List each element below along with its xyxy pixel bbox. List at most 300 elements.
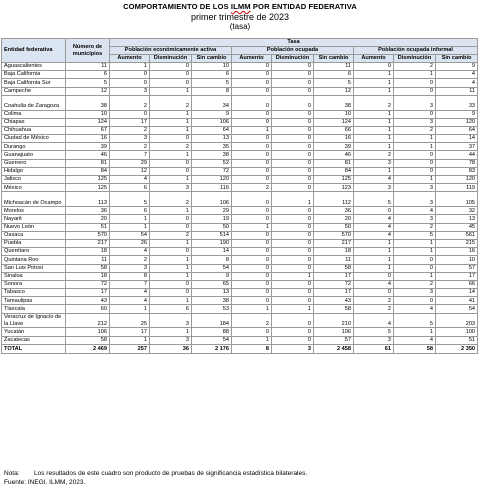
rate-cell: 0 — [232, 231, 272, 239]
rate-cell: 1 — [394, 328, 436, 336]
report-subtitle: primer trimestre de 2023 — [190, 12, 290, 22]
table-row — [2, 95, 478, 110]
rate-cell: 119 — [436, 184, 478, 192]
rate-cell: 9 — [436, 110, 478, 118]
footnote — [4, 470, 474, 477]
rate-cell: 1 — [150, 272, 192, 280]
rate-cell: 29 — [192, 207, 232, 215]
municipios-count: 124 — [66, 118, 110, 126]
rate-cell: 37 — [436, 143, 478, 151]
rate-cell: 0 — [394, 79, 436, 87]
rate-cell: 10 — [436, 256, 478, 264]
rate-cell: 1 — [110, 305, 150, 313]
rate-cell: 72 — [192, 167, 232, 175]
municipios-count: 113 — [66, 192, 110, 207]
header-aumento: Aumento — [110, 55, 150, 63]
rate-cell: 3 — [150, 313, 192, 328]
rate-cell: 2 — [354, 151, 394, 159]
rate-cell: 0 — [232, 159, 272, 167]
municipios-count: 18 — [66, 272, 110, 280]
entity-name: Oaxaca — [2, 231, 66, 239]
rate-cell: 58 — [314, 305, 354, 313]
rate-cell: 0 — [110, 79, 150, 87]
rate-cell: 10 — [314, 110, 354, 118]
rate-cell: 34 — [192, 95, 232, 110]
rate-cell: 54 — [110, 231, 150, 239]
rate-cell: 36 — [314, 207, 354, 215]
rate-cell: 57 — [436, 264, 478, 272]
rate-cell: 0 — [394, 159, 436, 167]
rate-cell: 3 — [394, 215, 436, 223]
municipios-count: 58 — [66, 264, 110, 272]
rate-cell: 217 — [314, 239, 354, 247]
report-title: COMPORTAMIENTO DE LOS ILMM POR ENTIDAD FEDERATIVA — [123, 2, 357, 11]
rate-cell: 106 — [314, 328, 354, 336]
rate-cell: 0 — [150, 167, 192, 175]
entity-name: Morelos — [2, 207, 66, 215]
municipios-count: 38 — [66, 95, 110, 110]
rate-cell: 0 — [394, 167, 436, 175]
rate-cell: 5 — [394, 231, 436, 239]
rate-cell: 1 — [272, 305, 314, 313]
rate-cell: 0 — [232, 215, 272, 223]
rate-cell: 123 — [314, 184, 354, 192]
rate-cell: 3 — [394, 192, 436, 207]
header-sin-cambio: Sin cambio — [314, 55, 354, 63]
municipios-count: 125 — [66, 184, 110, 192]
rate-cell: 3 — [110, 87, 150, 95]
rate-cell: 1 — [232, 336, 272, 344]
rate-cell: 0 — [272, 95, 314, 110]
table-row — [2, 336, 478, 344]
footnote-label: Nota: — [4, 470, 20, 477]
rate-cell: 0 — [272, 184, 314, 192]
rate-cell: 0 — [272, 126, 314, 134]
entity-name: TOTAL — [2, 344, 66, 353]
entity-name: Veracruz de Ignacio de la Llave — [2, 313, 66, 328]
municipios-count: 67 — [66, 126, 110, 134]
rate-cell: 0 — [272, 87, 314, 95]
rate-cell: 112 — [314, 192, 354, 207]
rate-cell: 14 — [192, 248, 232, 256]
table-row — [2, 305, 478, 313]
rate-cell: 5 — [192, 79, 232, 87]
rate-cell: 8 — [110, 272, 150, 280]
rate-cell: 9 — [436, 63, 478, 71]
rate-cell: 561 — [436, 231, 478, 239]
rate-cell: 50 — [314, 223, 354, 231]
entity-name: San Luis Potosí — [2, 264, 66, 272]
rate-cell: 9 — [192, 272, 232, 280]
rate-cell: 2 — [354, 95, 394, 110]
table-row — [2, 151, 478, 159]
rate-cell: 1 — [354, 71, 394, 79]
rate-cell: 0 — [232, 87, 272, 95]
table-row — [2, 231, 478, 239]
rate-cell: 1 — [354, 264, 394, 272]
municipios-count: 17 — [66, 289, 110, 297]
rate-cell: 1 — [354, 87, 394, 95]
entity-name: Sinaloa — [2, 272, 66, 280]
table-row — [2, 256, 478, 264]
rate-cell: 1 — [150, 239, 192, 247]
rate-cell: 0 — [232, 151, 272, 159]
rate-cell: 2 — [110, 126, 150, 134]
rate-cell: 4 — [354, 176, 394, 184]
entity-name: Quintana Roo — [2, 256, 66, 264]
rate-cell: 8 — [192, 256, 232, 264]
rate-cell: 1 — [394, 272, 436, 280]
rate-cell: 4 — [354, 215, 394, 223]
rate-cell: 38 — [192, 297, 232, 305]
municipios-count: 39 — [66, 143, 110, 151]
rate-cell: 0 — [272, 159, 314, 167]
rate-cell: 8 — [232, 344, 272, 353]
rate-cell: 72 — [314, 280, 354, 288]
rate-cell: 41 — [436, 297, 478, 305]
rate-cell: 120 — [192, 176, 232, 184]
rate-cell: 53 — [192, 305, 232, 313]
rate-cell: 1 — [354, 256, 394, 264]
table-row — [2, 313, 478, 328]
rate-cell: 11 — [436, 87, 478, 95]
total-row — [2, 344, 478, 353]
rate-cell: 4 — [394, 305, 436, 313]
rate-cell: 0 — [232, 167, 272, 175]
rate-cell: 1 — [394, 71, 436, 79]
entity-name: Tabasco — [2, 289, 66, 297]
rate-cell: 0 — [232, 256, 272, 264]
table-row — [2, 63, 478, 71]
rate-cell: 0 — [394, 110, 436, 118]
table-row — [2, 280, 478, 288]
rate-cell: 4 — [394, 336, 436, 344]
rate-cell: 6 — [192, 71, 232, 79]
rate-cell: 0 — [272, 167, 314, 175]
rate-cell: 13 — [436, 215, 478, 223]
rate-cell: 1 — [232, 223, 272, 231]
municipios-count: 72 — [66, 280, 110, 288]
entity-name: Yucatán — [2, 328, 66, 336]
table-row — [2, 184, 478, 192]
rate-cell: 0 — [232, 192, 272, 207]
municipios-count: 43 — [66, 297, 110, 305]
rate-cell: 0 — [150, 215, 192, 223]
entity-name: Zacatecas — [2, 336, 66, 344]
municipios-count: 212 — [66, 313, 110, 328]
rate-cell: 32 — [436, 207, 478, 215]
rate-cell: 1 — [150, 176, 192, 184]
rate-cell: 17 — [110, 118, 150, 126]
rate-cell: 2 — [232, 184, 272, 192]
rate-cell: 1 — [232, 126, 272, 134]
entity-name: Nayarit — [2, 215, 66, 223]
rate-cell: 3 — [272, 344, 314, 353]
rate-cell: 0 — [272, 239, 314, 247]
rate-cell: 5 — [314, 79, 354, 87]
rate-cell: 81 — [314, 159, 354, 167]
rate-cell: 1 — [354, 118, 394, 126]
rate-cell: 4 — [354, 231, 394, 239]
table-row — [2, 87, 478, 95]
rate-cell: 0 — [354, 63, 394, 71]
table-row — [2, 167, 478, 175]
municipios-count: 46 — [66, 151, 110, 159]
rate-cell: 25 — [110, 313, 150, 328]
entity-name: Aguascalientes — [2, 63, 66, 71]
rate-cell: 20 — [314, 215, 354, 223]
header-aumento: Aumento — [354, 55, 394, 63]
rate-cell: 2 — [394, 280, 436, 288]
rate-cell: 57 — [314, 336, 354, 344]
rate-cell: 190 — [192, 239, 232, 247]
header-disminucion: Disminución — [150, 55, 192, 63]
rate-cell: 66 — [436, 280, 478, 288]
rate-cell: 2 — [354, 297, 394, 305]
table-row — [2, 248, 478, 256]
rate-cell: 0 — [232, 135, 272, 143]
rate-cell: 17 — [314, 289, 354, 297]
rate-cell: 0 — [232, 118, 272, 126]
rate-cell: 0 — [150, 223, 192, 231]
municipios-count: 11 — [66, 63, 110, 71]
rate-cell: 1 — [110, 215, 150, 223]
header-sin-cambio: Sin cambio — [192, 55, 232, 63]
rate-cell: 4 — [110, 297, 150, 305]
source-line: Fuente: INEGI. ILMM, 2023. — [4, 479, 86, 486]
rate-cell: 0 — [232, 248, 272, 256]
rate-cell: 5 — [394, 313, 436, 328]
rate-cell: 2 — [150, 231, 192, 239]
rate-cell: 44 — [436, 151, 478, 159]
rate-cell: 0 — [150, 71, 192, 79]
header-pea: Población económicamente activa — [110, 47, 232, 55]
table-row — [2, 110, 478, 118]
rate-cell: 1 — [110, 63, 150, 71]
municipios-count: 12 — [66, 87, 110, 95]
rate-cell: 5 — [354, 192, 394, 207]
entity-name: Coahuila de Zaragoza — [2, 95, 66, 110]
rate-cell: 0 — [232, 176, 272, 184]
entity-name: Campeche — [2, 87, 66, 95]
rate-cell: 0 — [232, 272, 272, 280]
rate-cell: 3 — [354, 159, 394, 167]
municipios-count: 2 469 — [66, 344, 110, 353]
rate-cell: 1 — [272, 272, 314, 280]
rate-cell: 3 — [354, 184, 394, 192]
rate-cell: 5 — [110, 192, 150, 207]
rate-cell: 215 — [436, 239, 478, 247]
rate-cell: 2 — [354, 305, 394, 313]
header-aumento: Aumento — [232, 55, 272, 63]
rate-cell: 0 — [150, 159, 192, 167]
rate-cell: 6 — [150, 305, 192, 313]
rate-cell: 6 — [314, 71, 354, 79]
rate-cell: 43 — [314, 297, 354, 305]
entity-name: Puebla — [2, 239, 66, 247]
rate-cell: 52 — [192, 159, 232, 167]
municipios-count: 217 — [66, 239, 110, 247]
rate-cell: 0 — [232, 280, 272, 288]
table-row — [2, 239, 478, 247]
rate-cell: 1 — [354, 110, 394, 118]
entity-name: Baja California Sur — [2, 79, 66, 87]
rate-cell: 64 — [192, 126, 232, 134]
municipios-count: 36 — [66, 207, 110, 215]
data-table — [1, 38, 478, 354]
entity-name: México — [2, 184, 66, 192]
rate-cell: 33 — [436, 95, 478, 110]
rate-cell: 1 — [272, 192, 314, 207]
rate-cell: 54 — [192, 264, 232, 272]
rate-cell: 58 — [314, 264, 354, 272]
rate-cell: 4 — [110, 248, 150, 256]
rate-cell: 18 — [314, 248, 354, 256]
rate-cell: 1 — [150, 207, 192, 215]
rate-cell: 0 — [232, 289, 272, 297]
rate-cell: 14 — [436, 289, 478, 297]
rate-cell: 0 — [272, 248, 314, 256]
entity-name: Michoacán de Ocampo — [2, 192, 66, 207]
rate-cell: 3 — [394, 184, 436, 192]
header-tasa: Tasa — [110, 39, 478, 47]
rate-cell: 54 — [436, 305, 478, 313]
municipios-count: 84 — [66, 167, 110, 175]
rate-cell: 0 — [272, 313, 314, 328]
rate-cell: 65 — [192, 280, 232, 288]
rate-cell: 4 — [436, 71, 478, 79]
municipios-count: 60 — [66, 305, 110, 313]
rate-cell: 0 — [272, 231, 314, 239]
rate-cell: 3 — [394, 289, 436, 297]
entity-name: Ciudad de México — [2, 135, 66, 143]
entity-name: Colima — [2, 110, 66, 118]
rate-cell: 2 — [394, 223, 436, 231]
rate-cell: 3 — [110, 264, 150, 272]
rate-cell: 16 — [314, 135, 354, 143]
rate-cell: 1 — [354, 126, 394, 134]
rate-cell: 17 — [436, 272, 478, 280]
rate-cell: 106 — [192, 192, 232, 207]
rate-cell: 106 — [192, 118, 232, 126]
table-row — [2, 118, 478, 126]
header-po: Población ocupada — [232, 47, 354, 55]
rate-cell: 39 — [314, 143, 354, 151]
rate-cell: 2 — [394, 126, 436, 134]
rate-cell: 184 — [192, 313, 232, 328]
rate-cell: 105 — [436, 192, 478, 207]
rate-cell: 0 — [272, 207, 314, 215]
rate-cell: 203 — [436, 313, 478, 328]
rate-cell: 7 — [110, 151, 150, 159]
rate-cell: 0 — [272, 176, 314, 184]
header-poi: Población ocupada informal — [354, 47, 478, 55]
table-row — [2, 207, 478, 215]
rate-cell: 16 — [436, 248, 478, 256]
rate-cell: 124 — [314, 118, 354, 126]
rate-cell: 3 — [394, 118, 436, 126]
table-body — [2, 63, 478, 354]
rate-cell: 45 — [436, 223, 478, 231]
rate-cell: 1 — [150, 151, 192, 159]
rate-cell: 0 — [232, 71, 272, 79]
rate-cell: 1 — [150, 328, 192, 336]
rate-cell: 0 — [272, 71, 314, 79]
rate-cell: 1 — [394, 143, 436, 151]
rate-cell: 1 — [354, 239, 394, 247]
rate-cell: 26 — [110, 239, 150, 247]
entity-name: Jalisco — [2, 176, 66, 184]
rate-cell: 0 — [150, 79, 192, 87]
rate-cell: 0 — [272, 63, 314, 71]
rate-cell: 0 — [272, 289, 314, 297]
entity-name: Tlaxcala — [2, 305, 66, 313]
rate-cell: 125 — [314, 176, 354, 184]
entity-name: Sonora — [2, 280, 66, 288]
municipios-count: 106 — [66, 328, 110, 336]
rate-cell: 3 — [110, 135, 150, 143]
table-row — [2, 297, 478, 305]
rate-cell: 0 — [272, 143, 314, 151]
rate-cell: 58 — [394, 344, 436, 353]
rate-cell: 0 — [272, 79, 314, 87]
rate-cell: 13 — [192, 289, 232, 297]
rate-cell: 1 — [232, 305, 272, 313]
table-row — [2, 192, 478, 207]
table-row — [2, 272, 478, 280]
rate-cell: 0 — [394, 256, 436, 264]
rate-cell: 10 — [192, 63, 232, 71]
municipios-count: 18 — [66, 248, 110, 256]
footnote-text: Los resultados de este cuadro son producto de pruebas de significancia estadística bilaterales. — [34, 470, 308, 477]
rate-cell: 257 — [110, 344, 150, 353]
rate-cell: 1 — [150, 126, 192, 134]
table-row — [2, 289, 478, 297]
rate-cell: 2 458 — [314, 344, 354, 353]
rate-cell: 1 — [354, 167, 394, 175]
rate-cell: 38 — [314, 95, 354, 110]
rate-cell: 3 — [394, 95, 436, 110]
rate-cell: 1 — [150, 256, 192, 264]
rate-cell: 0 — [272, 297, 314, 305]
entity-name: Guanajuato — [2, 151, 66, 159]
rate-cell: 0 — [394, 151, 436, 159]
rate-cell: 14 — [436, 135, 478, 143]
entity-name: Hidalgo — [2, 167, 66, 175]
rate-cell: 0 — [232, 239, 272, 247]
header-municipios: Número de municipios — [66, 39, 110, 63]
rate-cell: 0 — [150, 280, 192, 288]
municipios-count: 5 — [66, 79, 110, 87]
rate-cell: 0 — [272, 336, 314, 344]
rate-cell: 78 — [436, 159, 478, 167]
rate-cell: 0 — [150, 289, 192, 297]
rate-cell: 4 — [110, 289, 150, 297]
rate-cell: 6 — [110, 184, 150, 192]
rate-cell: 0 — [272, 215, 314, 223]
table-row — [2, 143, 478, 151]
rate-cell: 4 — [354, 313, 394, 328]
table-row — [2, 126, 478, 134]
entity-name: Baja California — [2, 71, 66, 79]
rate-cell: 1 — [150, 87, 192, 95]
rate-cell: 2 — [150, 95, 192, 110]
report-unit: (tasa) — [229, 22, 251, 31]
rate-cell: 116 — [192, 184, 232, 192]
rate-cell: 0 — [232, 95, 272, 110]
entity-name: Tamaulipas — [2, 297, 66, 305]
rate-cell: 50 — [192, 223, 232, 231]
